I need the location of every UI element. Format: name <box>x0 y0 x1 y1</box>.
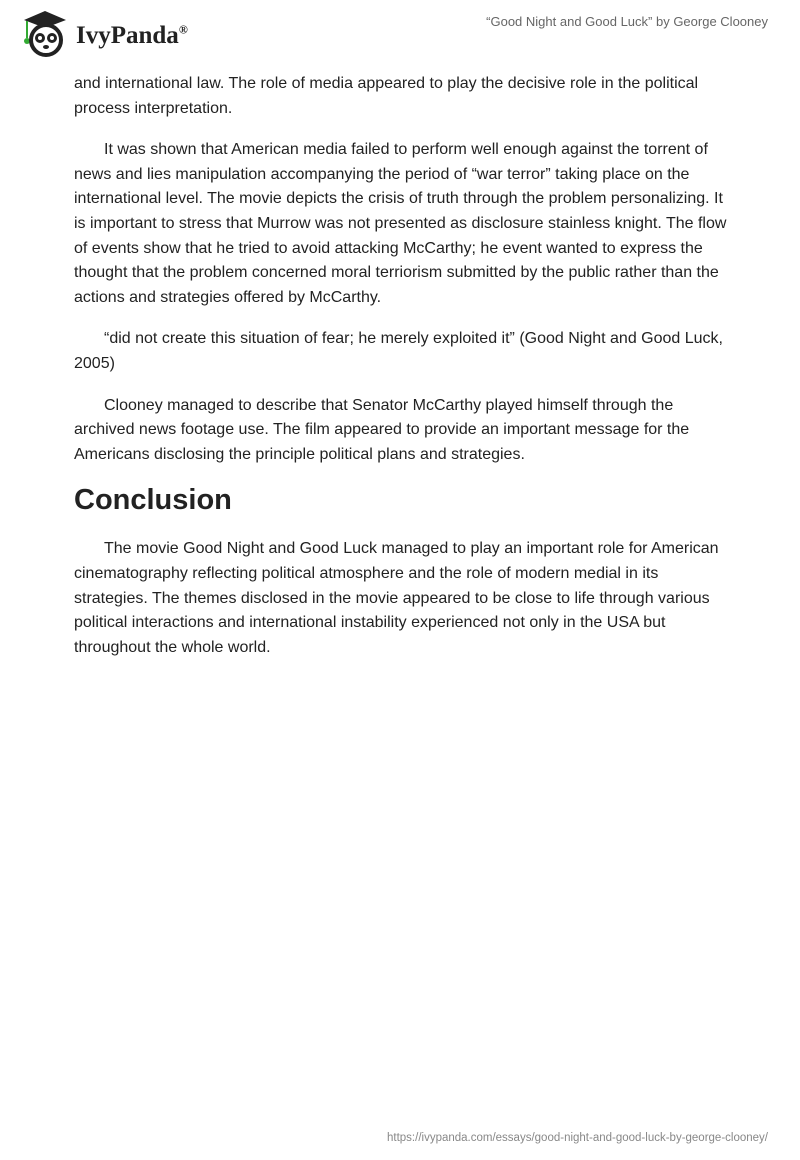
registered-mark: ® <box>178 22 188 37</box>
paragraph: Clooney managed to describe that Senator McCarthy played himself through the archived news footage use. The film appeared to provide an important message for the Americans disclosing the principle political plans and strategies. <box>74 396 690 463</box>
essay-content <box>74 72 734 677</box>
conclusion-paragraph: The movie Good Night and Good Luck managed to play an important role for American cinematography reflecting political atmosphere and the role of modern medial in its strategies. The themes disclosed in the movie appeared to be close to life through various political interactions and international instability experienced not only in the USA but throughout the whole world. <box>74 540 719 656</box>
section-heading: Conclusion <box>74 484 232 517</box>
panda-graduate-icon <box>20 8 70 58</box>
logo-text: IvyPanda <box>76 22 179 49</box>
ivypanda-logo[interactable] <box>20 8 188 58</box>
page-header <box>0 0 800 60</box>
quote-paragraph: “did not create this situation of fear; he merely exploited it” (Good Night and Good Luck, 2005) <box>74 330 723 372</box>
paragraph: and international law. The role of media appeared to play the decisive role in the political process interpretation. <box>74 75 699 117</box>
paragraph: It was shown that American media failed to perform well enough against the torrent of news and lies manipulation accompanying the period of “war terror” taking place on the international level. The movie depicts the crisis of truth through the problem personalizing. It is important to stress that Murrow was not presented as disclosure stainless knight. The flow of events show that he tried to avoid attacking McCarthy; he event wanted to express the thought that the problem concerned moral terriorism submitted by the public rather than the actions and strategies offered by McCarthy. <box>74 141 727 306</box>
document-title: “Good Night and Good Luck” by George Clooney <box>486 14 768 29</box>
source-url[interactable]: https://ivypanda.com/essays/good-night-and-good-luck-by-george-clooney/ <box>387 1132 768 1144</box>
